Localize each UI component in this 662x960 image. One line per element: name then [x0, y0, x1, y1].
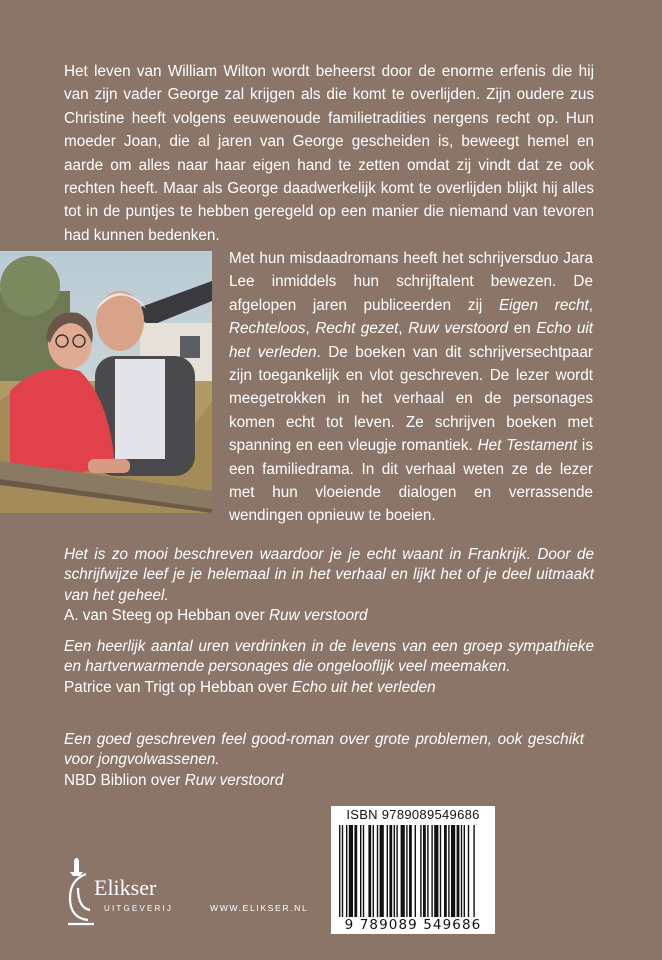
barcode-bar [406, 825, 407, 917]
review-text: Een goed geschreven feel good-roman over grote problemen, ook geschikt voor jongvolwassenen. [64, 731, 584, 769]
isbn-barcode [331, 806, 495, 934]
barcode-bar [448, 825, 449, 917]
barcode-bar [440, 825, 441, 917]
barcode-bar [473, 825, 474, 917]
authors-text: , [398, 320, 409, 338]
barcode-bar [339, 825, 340, 917]
barcode-bars [339, 825, 487, 917]
authors-text: , [588, 296, 593, 314]
book-title: Recht gezet [315, 320, 399, 338]
barcode-bar [346, 825, 347, 917]
authors-text: is een familiedrama. In dit verhaal weten ze de lezer met hun vloeiende dialogen en verrassende wendingen opnieuw te boeien. [229, 437, 593, 525]
barcode-bar [373, 825, 374, 917]
barcode-bar [434, 825, 438, 917]
barcode-bar [431, 825, 432, 917]
authors-paragraph [229, 247, 593, 528]
barcode-bar [360, 825, 361, 917]
barcode-bar [380, 825, 384, 917]
barcode-bar [342, 825, 343, 917]
barcode-bar [409, 825, 412, 917]
publisher-website: WWW.ELIKSER.NL [210, 903, 309, 913]
review-attribution [64, 678, 594, 698]
book-title: Het Testament [477, 437, 578, 455]
barcode-bar [389, 825, 392, 917]
authors-text: , [305, 320, 316, 338]
barcode-bar [451, 825, 455, 917]
reviewed-title: Echo uit het verleden [291, 678, 436, 696]
review-text: Een heerlijk aantal uren verdrinken in de levens van een groep sympathieke en hartverwarmende personages die ongelooflijk veel meemaken. [64, 638, 594, 676]
barcode-bar [444, 825, 447, 917]
review-attribution [64, 771, 584, 791]
barcode-bar [415, 825, 416, 917]
book-title: Echo uit het verleden [229, 320, 593, 361]
barcode-bar [394, 825, 395, 917]
authors-text: . De boeken van dit schrijversechtpaar zijn toegankelijk en vlot geschreven. De lezer wordt meegetrokken in het verhaal en de personages komen echt tot leven. Ze schrijven boeken met spanning en een vleugje romantiek. [229, 343, 593, 455]
book-title: Ruw verstoord [408, 320, 509, 338]
review-quote [64, 730, 584, 791]
barcode-bar [457, 825, 460, 917]
intro-paragraph: Het leven van William Wilton wordt beheerst door de enorme erfenis die hij van zijn vader George zal krijgen als die komt te overlijden. Zijn oudere zus Christine heeft volgens eeuwenoude familietradities nergens recht op. Hun moeder Joan, die al jaren van George gescheiden is, beweegt hemel en aarde om alles naar haar eigen hand te zetten omdat zij vindt dat ze ook rechten heeft. Maar als George daadwerkelijk komt te overlijden blijkt hij alles tot in de puntjes te hebben geregeld op een manier die niemand van tevoren had kunnen bedenken. [64, 63, 594, 244]
reviewer: NBD Biblion over [64, 771, 185, 789]
book-title: Rechteloos [229, 320, 306, 338]
authors-text: Met hun misdaadromans heeft het schrijversduo Jara Lee inmiddels hun schrijftalent bewezen. De afgelopen jaren publiceerden zij [229, 250, 593, 314]
reviewed-title: Ruw verstoord [268, 606, 368, 624]
author-photo [0, 251, 212, 513]
barcode-bar [349, 825, 353, 917]
barcode-bar [354, 825, 357, 917]
review-quote [64, 545, 594, 626]
barcode-digits: 9 789089 549686 [344, 917, 482, 933]
barcode-bar [420, 825, 421, 917]
barcode-bar [468, 825, 469, 917]
reviewed-title: Ruw verstoord [184, 771, 284, 789]
publisher-subtitle: UITGEVERIJ [104, 904, 174, 913]
barcode-bar [461, 825, 462, 917]
book-title: Eigen recht [498, 296, 589, 314]
review-quote [64, 637, 594, 698]
review-text: Het is zo mooi beschreven waardoor je je echt waant in Frankrijk. Door de schrijfwijze leef je je helemaal in in het verhaal en lijkt het of je deel uitmaakt van het geheel. [64, 546, 594, 604]
barcode-bar [401, 825, 405, 917]
barcode-bar [377, 825, 378, 917]
barcode-bar [396, 825, 397, 917]
barcode-bar [423, 825, 426, 917]
barcode-bar [368, 825, 371, 917]
barcode-bar [363, 825, 364, 917]
reviewer: Patrice van Trigt op Hebban over [64, 678, 292, 696]
barcode-bar [464, 825, 465, 917]
isbn-label: ISBN 9789089549686 [346, 807, 480, 822]
review-attribution [64, 606, 594, 626]
barcode-bar [387, 825, 388, 917]
reviewer: A. van Steeg op Hebban over [64, 606, 269, 624]
authors-text: en [508, 320, 537, 338]
barcode-bar [427, 825, 428, 917]
publisher-name: Elikser [94, 875, 157, 900]
